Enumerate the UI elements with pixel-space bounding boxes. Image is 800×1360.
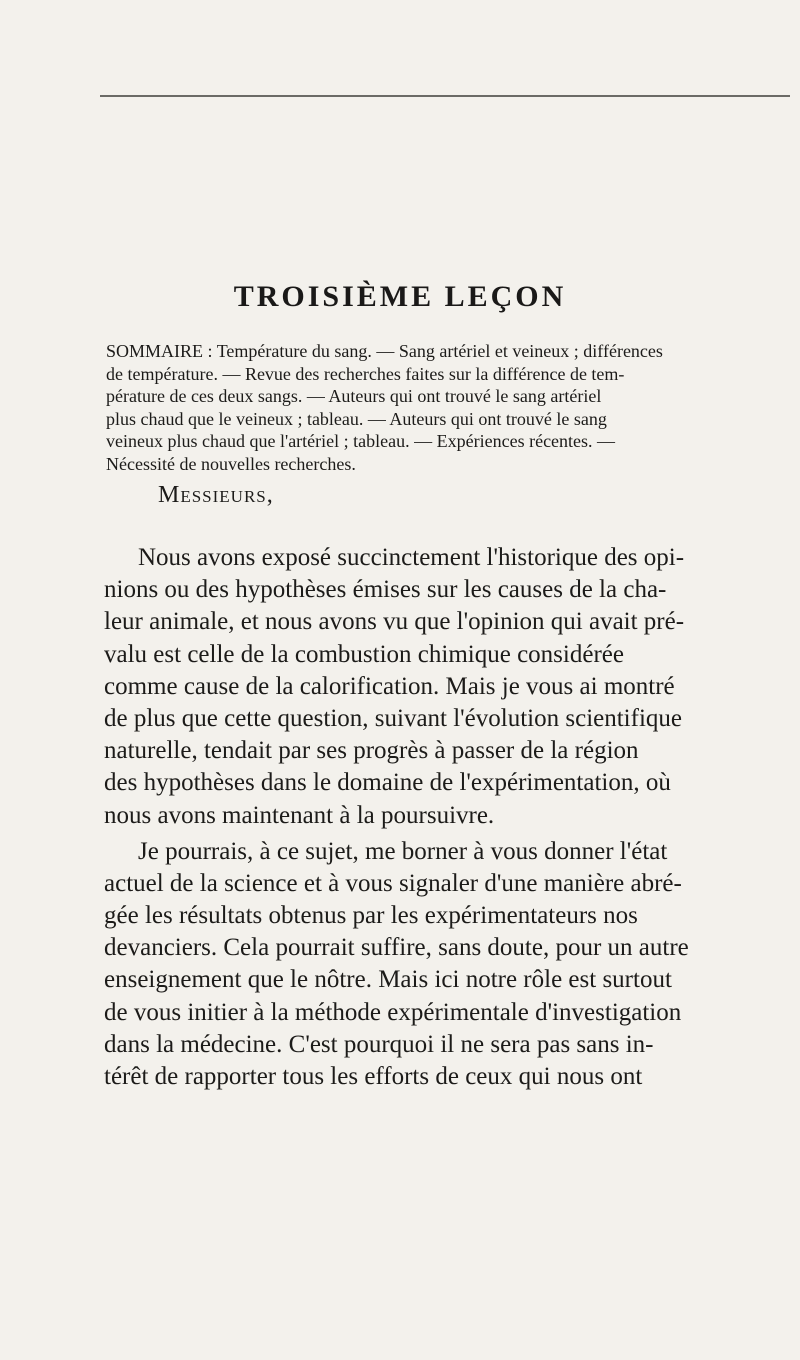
text-line: térêt de rapporter tous les efforts de ceux qui nous ont	[104, 1063, 643, 1090]
body-text	[104, 542, 794, 1093]
text-line: valu est celle de la combustion chimique considérée	[104, 640, 624, 668]
chapter-title: TROISIÈME LEÇON	[233, 280, 567, 313]
text-line: devanciers. Cela pourrait suffire, sans doute, pour un autre	[104, 934, 689, 962]
text-line: enseignement que le nôtre. Mais ici notre rôle est surtout	[104, 966, 672, 994]
text-line: Nous avons exposé succinctement l'historique des opi-	[138, 544, 685, 571]
text-line: dans la médecine. C'est pourquoi il ne sera pas sans in-	[104, 1030, 654, 1058]
text-line: nions ou des hypothèses émises sur les causes de la cha-	[104, 576, 667, 604]
text-line: actuel de la science et à vous signaler d'une manière abré-	[104, 869, 682, 897]
summary-line: SOMMAIRE : Température du sang. — Sang artériel et veineux ; différences	[106, 341, 663, 361]
text-line: nous avons maintenant à la poursuivre.	[104, 801, 495, 829]
text-line: leur animale, et nous avons vu que l'opinion qui avait pré-	[104, 608, 685, 636]
summary-line: pérature de ces deux sangs. — Auteurs qui ont trouvé le sang artériel	[106, 386, 602, 406]
header-rule	[100, 95, 790, 97]
text-line: gée les résultats obtenus par les expérimentateurs nos	[104, 902, 638, 930]
text-line: Je pourrais, à ce sujet, me borner à vous donner l'état	[138, 837, 668, 865]
salutation: Messieurs,	[158, 482, 274, 508]
summary-line: plus chaud que le veineux ; tableau. — Auteurs qui ont trouvé le sang	[106, 408, 607, 429]
text-line: des hypothèses dans le domaine de l'expérimentation, où	[104, 769, 671, 797]
text-line: de vous initier à la méthode expérimentale d'investigation	[104, 998, 682, 1026]
text-line: de plus que cette question, suivant l'évolution scientifique	[104, 704, 682, 732]
chapter-summary	[106, 340, 790, 475]
text-line: comme cause de la calorification. Mais je vous ai montré	[104, 672, 675, 700]
summary-line: veineux plus chaud que l'artériel ; tableau. — Expériences récentes. —	[106, 431, 616, 451]
summary-line: Nécessité de nouvelles recherches.	[106, 453, 356, 474]
summary-line: de température. — Revue des recherches faites sur la différence de tem-	[106, 363, 625, 384]
text-line: naturelle, tendait par ses progrès à passer de la région	[104, 737, 639, 765]
